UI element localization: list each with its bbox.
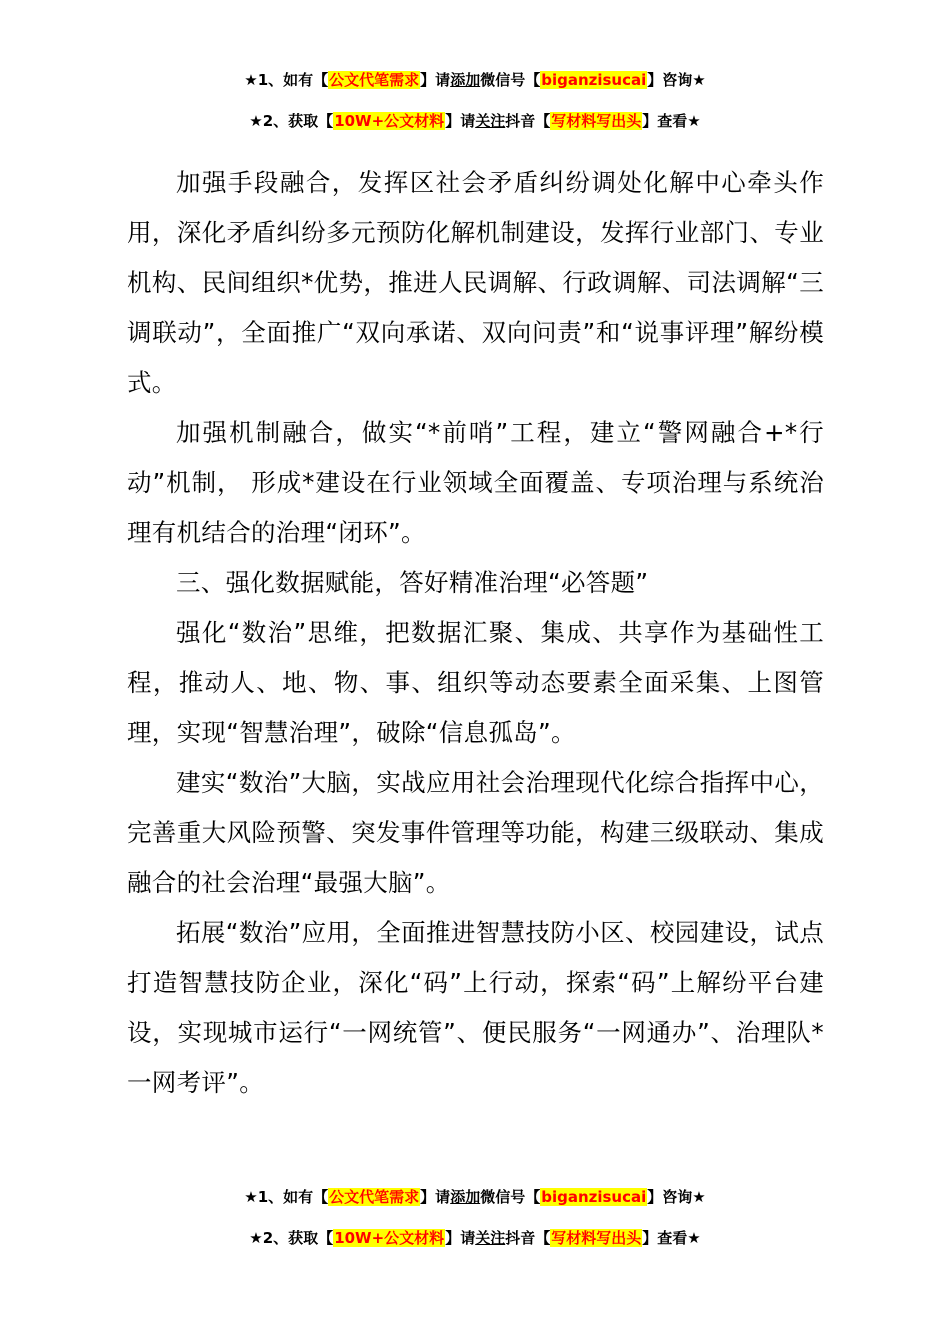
banner-text: 】请 [420,71,451,89]
banner-text: 微信号【 [480,71,541,89]
banner-highlight: 写材料写出头 [551,1229,642,1247]
bottom-banner-line-2 [0,1227,950,1249]
banner-text: 抖音【 [505,1229,551,1247]
section-heading: 三、强化数据赋能，答好精准治理“必答题” [176,568,649,597]
banner-text: 】请 [420,1188,451,1206]
banner-underlined: 添加 [450,1188,481,1206]
banner-text: 】请 [445,112,476,130]
banner-highlight: 公文代笔需求 [329,1188,420,1206]
top-banner-line-2 [0,110,950,132]
banner-highlight: biganzisucai [541,71,647,89]
banner-text: ★2、获取【 [249,112,334,130]
banner-highlight: 10W+公文材料 [334,1229,445,1247]
document-body [127,158,824,1108]
top-banner-line-1 [0,69,950,91]
banner-text: ★2、获取【 [249,1229,334,1247]
banner-text: ★1、如有【 [244,71,329,89]
paragraph: 加强手段融合，发挥区社会矛盾纠纷调处化解中心牵头作用，深化矛盾纠纷多元预防化解机制建设，发挥行业部门、专业机构、民间组织*优势，推进人民调解、行政调解、司法调解“三调联动”，全面推广“双向承诺、双向问责”和“说事评理”解纷模式。 [127,168,824,397]
banner-underlined: 添加 [450,71,481,89]
banner-text: 】查看★ [642,1229,701,1247]
paragraph: 加强机制融合，做实“*前哨”工程，建立“警网融合+*行动”机制， 形成*建设在行业领域全面覆盖、专项治理与系统治理有机结合的治理“闭环”。 [127,418,824,547]
banner-underlined: 关注 [475,112,506,130]
paragraph: 建实“数治”大脑，实战应用社会治理现代化综合指挥中心，完善重大风险预警、突发事件管理等功能，构建三级联动、集成融合的社会治理“最强大脑”。 [127,768,824,897]
bottom-banner-line-1 [0,1186,950,1208]
banner-text: 】咨询★ [647,71,706,89]
banner-highlight: 公文代笔需求 [329,71,420,89]
banner-text: 】查看★ [642,112,701,130]
paragraph: 拓展“数治”应用，全面推进智慧技防小区、校园建设，试点打造智慧技防企业，深化“码”上行动，探索“码”上解纷平台建设，实现城市运行“一网统管”、便民服务“一网通办”、治理队*一网考评”。 [127,918,824,1097]
banner-text: 微信号【 [480,1188,541,1206]
banner-text: 】请 [445,1229,476,1247]
banner-underlined: 关注 [475,1229,506,1247]
banner-text: 抖音【 [505,112,551,130]
banner-highlight: 写材料写出头 [551,112,642,130]
banner-highlight: 10W+公文材料 [334,112,445,130]
banner-text: ★1、如有【 [244,1188,329,1206]
banner-highlight: biganzisucai [541,1188,647,1206]
banner-text: 】咨询★ [647,1188,706,1206]
paragraph: 强化“数治”思维，把数据汇聚、集成、共享作为基础性工程，推动人、地、物、事、组织等动态要素全面采集、上图管理，实现“智慧治理”，破除“信息孤岛”。 [127,618,824,747]
